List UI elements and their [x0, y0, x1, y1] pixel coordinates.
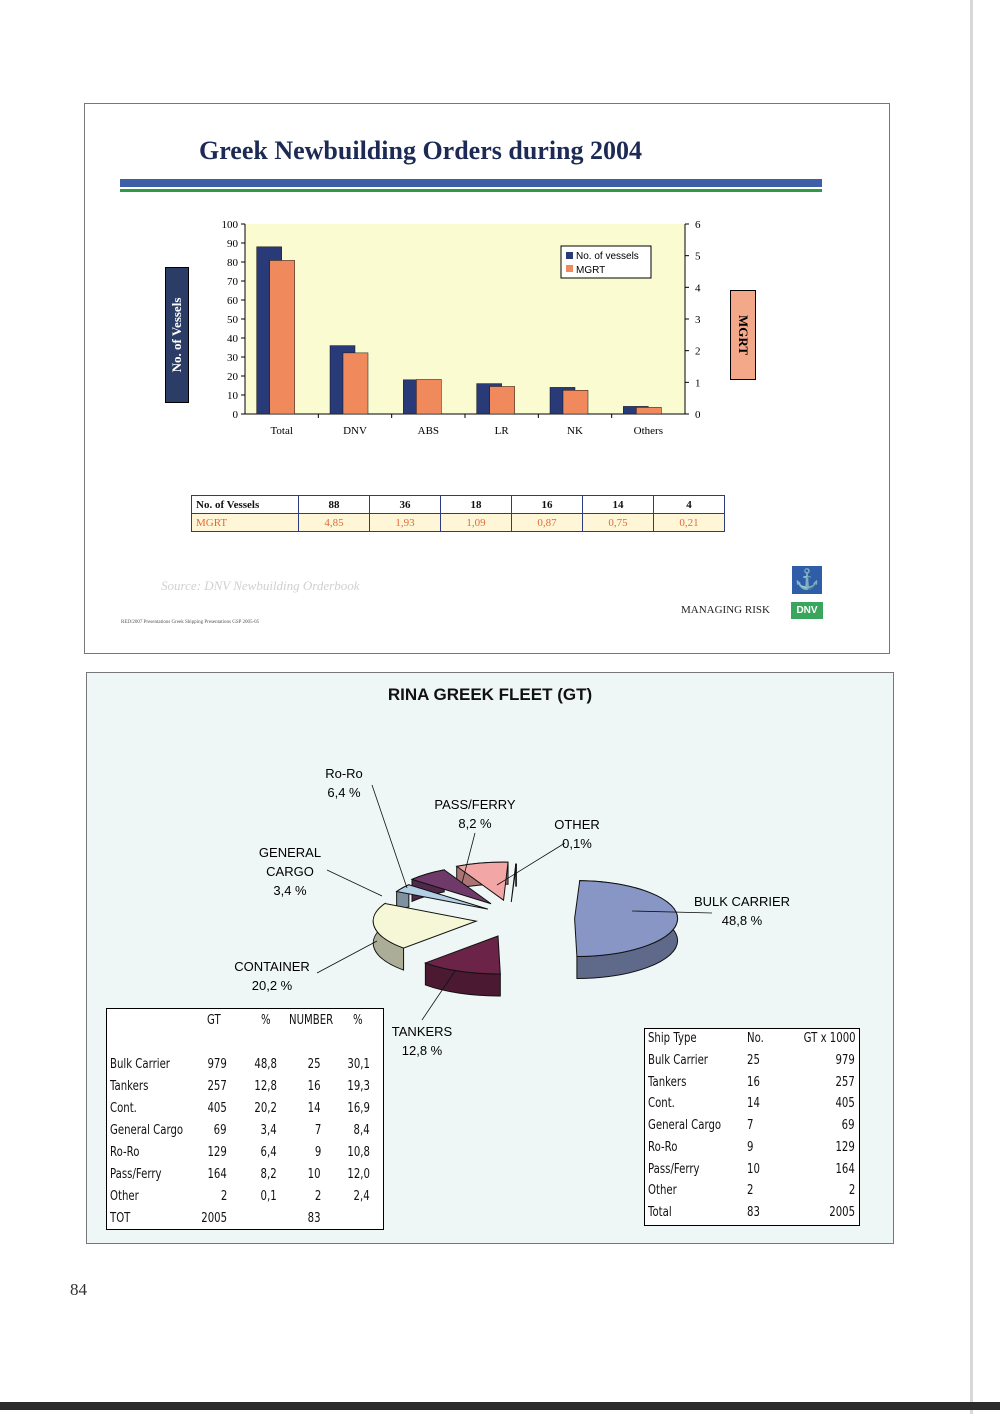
left-table-cell: 0,1	[260, 1189, 277, 1204]
bar-mgrt	[636, 407, 661, 414]
pie-label-line: OTHER	[554, 817, 600, 832]
legend-swatch-mgrt	[566, 265, 573, 272]
y2-tick-label: 3	[695, 314, 701, 326]
left-table-header: %	[353, 1013, 363, 1028]
left-table-row-label: Pass/Ferry	[110, 1167, 162, 1182]
left-table-cell: 3,4	[260, 1123, 277, 1138]
right-table-cell: 9	[747, 1139, 754, 1155]
left-table-cell: 19,3	[347, 1079, 370, 1094]
right-table-cell: 164	[835, 1161, 855, 1177]
mgrt-nk: 0,75	[583, 514, 654, 532]
pie-label-line: 6,4 %	[327, 785, 361, 800]
y-tick-label: 100	[221, 219, 238, 231]
left-table-cell: 2005	[201, 1211, 227, 1226]
right-table-cell: 25	[747, 1053, 760, 1068]
left-table-cell: 257	[207, 1079, 227, 1094]
vessels-total: 88	[299, 496, 370, 514]
row-label-mgrt: MGRT	[192, 514, 299, 532]
legend-swatch-vessels	[566, 252, 573, 259]
bar-chart	[185, 212, 715, 452]
left-table-header: %	[261, 1013, 271, 1028]
right-table-cell: 14	[747, 1096, 760, 1112]
y-tick-label: 60	[227, 295, 238, 307]
pie-leader-line	[327, 870, 382, 896]
x-tick-label: Others	[633, 425, 663, 437]
right-table-cell: 979	[835, 1053, 855, 1068]
anchor-logo-icon: ⚓	[792, 566, 822, 594]
pie-label	[554, 817, 600, 851]
pie-label	[694, 894, 790, 928]
right-table-header: GT x 1000	[804, 1031, 856, 1046]
pie-label-line: TANKERS	[391, 1024, 453, 1039]
pie-label	[259, 845, 321, 898]
vessels-dnv: 36	[370, 496, 441, 514]
row-label-vessels: No. of Vessels	[192, 496, 299, 514]
pie-slice	[373, 903, 476, 948]
chart-data-table	[191, 495, 725, 532]
y-tick-label: 40	[227, 333, 238, 345]
left-table-cell: 48,8	[254, 1057, 277, 1072]
x-tick-label: ABS	[417, 425, 440, 437]
left-table-row-label: TOT	[110, 1211, 131, 1226]
mgrt-lr: 0,87	[512, 514, 583, 532]
left-table-header: GT	[207, 1013, 221, 1028]
table-row-mgrt	[192, 514, 725, 532]
vessels-nk: 14	[583, 496, 654, 514]
mgrt-total: 4,85	[299, 514, 370, 532]
bar-mgrt	[563, 390, 588, 414]
y2-tick-label: 2	[695, 345, 701, 358]
left-table-cell: 164	[207, 1167, 227, 1182]
y-tick-label: 90	[227, 238, 238, 250]
left-table-cell: 16,9	[347, 1101, 370, 1116]
right-table-row-label: Cont.	[648, 1096, 675, 1112]
pie-label-line: 48,8 %	[721, 913, 763, 928]
right-table-cell: 2	[747, 1183, 754, 1199]
title-underline-blue	[120, 179, 822, 187]
pie-label-line: 0,1%	[562, 836, 592, 851]
mgrt-others: 0,21	[654, 514, 725, 532]
right-table-header: No.	[747, 1031, 764, 1046]
y-tick-label: 50	[227, 314, 238, 326]
pie-label-line: CONTAINER	[234, 959, 310, 974]
left-table-row-label: Ro-Ro	[110, 1145, 140, 1160]
legend-label-vessels: No. of vessels	[576, 251, 639, 262]
left-table-cell: 8,2	[260, 1167, 277, 1182]
gt-number-table	[106, 1008, 384, 1230]
rina-title: RINA GREEK FLEET (GT)	[387, 685, 593, 704]
left-table-cell: 10,8	[347, 1145, 370, 1160]
left-table-cell: 83	[308, 1211, 321, 1226]
pie-label	[434, 797, 515, 831]
bar-mgrt	[416, 379, 441, 414]
left-table-cell: 129	[207, 1145, 227, 1160]
y2-tick-label: 1	[695, 377, 701, 390]
x-tick-label: DNV	[343, 425, 367, 437]
y-tick-label: 0	[232, 409, 238, 421]
y-tick-label: 80	[227, 257, 238, 269]
left-table-cell: 9	[314, 1145, 321, 1160]
bar-mgrt	[490, 386, 515, 414]
mgrt-dnv: 1,93	[370, 514, 441, 532]
y-tick-label: 10	[227, 390, 238, 402]
rina-fleet-slide	[86, 672, 894, 1244]
left-table-cell: 14	[308, 1101, 321, 1116]
left-table-cell: 16	[308, 1079, 321, 1094]
left-table-row-label: Cont.	[110, 1101, 137, 1116]
bar-mgrt	[343, 353, 368, 414]
left-table-cell: 2,4	[353, 1189, 370, 1204]
vessels-lr: 16	[512, 496, 583, 514]
mgrt-abs: 1,09	[441, 514, 512, 532]
left-table-cell: 25	[308, 1057, 321, 1072]
right-table-row-label: General Cargo	[648, 1118, 722, 1134]
y-axis-label-mgrt-text: MGRT	[736, 315, 751, 355]
legend-label-mgrt: MGRT	[576, 265, 606, 276]
pie-label-line: GENERAL	[258, 845, 322, 860]
bar-mgrt	[270, 260, 295, 414]
right-table-cell: 83	[747, 1204, 760, 1220]
y-axis-label-vessels-text: No. of Vessels	[169, 297, 184, 373]
left-table-cell: 7	[314, 1123, 321, 1138]
pie-label	[234, 959, 310, 993]
newbuilding-slide	[84, 103, 890, 654]
left-table-cell: 10	[308, 1167, 321, 1182]
y-axis-label-mgrt	[730, 290, 756, 380]
x-tick-label: LR	[494, 425, 509, 437]
right-table-row-label: Other	[648, 1183, 677, 1199]
footer-small-print: RED/2007 Presentations Greek Shipping Presentations GSP 2005-05	[121, 620, 260, 625]
pie-label-line: 3,4 %	[273, 883, 307, 898]
pie-label-line: 20,2 %	[251, 978, 293, 993]
right-table-cell: 7	[747, 1118, 754, 1134]
left-table-cell: 2	[314, 1189, 321, 1204]
pie-label-line: 8,2 %	[458, 816, 492, 831]
right-table-row-label: Pass/Ferry	[648, 1161, 700, 1177]
right-table-header: Ship Type	[648, 1031, 697, 1046]
pie-label-line: BULK CARRIER	[693, 894, 791, 909]
right-table-cell: 257	[835, 1074, 855, 1090]
left-table-row-label: General Cargo	[110, 1123, 184, 1138]
left-table-cell: 405	[207, 1101, 227, 1116]
x-tick-label: NK	[567, 425, 583, 437]
pie-label-line: 12,8 %	[401, 1043, 443, 1058]
pie-label	[392, 1024, 453, 1058]
title-underline-green	[120, 189, 822, 192]
y2-tick-label: 0	[695, 409, 701, 421]
bottom-rule	[0, 1402, 1000, 1410]
left-table-header: NUMBER	[289, 1013, 334, 1028]
y-tick-label: 20	[227, 371, 238, 383]
x-tick-label: Total	[270, 425, 293, 437]
source-note: Source: DNV Newbuilding Orderbook	[161, 578, 360, 593]
pie-label-line: PASS/FERRY	[434, 797, 516, 812]
pie-label	[325, 766, 363, 800]
y2-tick-label: 6	[695, 219, 701, 231]
left-table-cell: 979	[207, 1057, 227, 1072]
y2-tick-label: 4	[695, 282, 701, 295]
pie-label-line: Ro-Ro	[325, 766, 363, 781]
table-row-vessels	[192, 496, 725, 514]
right-table-row-label: Bulk Carrier	[648, 1053, 708, 1068]
left-table-cell: 8,4	[353, 1123, 370, 1138]
left-table-cell: 20,2	[254, 1101, 277, 1116]
managing-risk-text: MANAGING RISK	[681, 604, 770, 616]
dnv-logo: DNV	[791, 602, 823, 619]
page-edge	[970, 0, 973, 1414]
left-table-cell: 30,1	[347, 1057, 370, 1072]
slide-title: Greek Newbuilding Orders during 2004	[199, 136, 643, 165]
right-table-cell: 405	[835, 1096, 855, 1112]
y-tick-label: 70	[227, 276, 238, 288]
left-table-row-label: Tankers	[110, 1079, 149, 1094]
vessels-abs: 18	[441, 496, 512, 514]
pie-label-line: CARGO	[266, 864, 314, 879]
left-table-cell: 2	[220, 1189, 227, 1204]
left-table-cell: 6,4	[260, 1145, 277, 1160]
right-table-cell: 2	[848, 1183, 855, 1199]
page-number: 84	[70, 1280, 87, 1299]
right-table-cell: 129	[835, 1139, 855, 1155]
ship-type-table	[644, 1028, 860, 1226]
pie-leader-line	[317, 941, 377, 973]
left-table-cell: 12,0	[347, 1167, 370, 1182]
right-table-cell: 10	[747, 1161, 760, 1177]
right-table-cell: 2005	[829, 1204, 855, 1220]
right-table-row-label: Ro-Ro	[648, 1139, 678, 1155]
left-table-row-label: Other	[110, 1189, 139, 1204]
pie-leader-line	[372, 785, 407, 888]
y-tick-label: 30	[227, 352, 238, 364]
vessels-others: 4	[654, 496, 725, 514]
left-table-cell: 69	[214, 1123, 227, 1138]
left-table-row-label: Bulk Carrier	[110, 1057, 170, 1072]
right-table-row-label: Total	[648, 1204, 672, 1220]
right-table-cell: 69	[842, 1118, 855, 1134]
right-table-cell: 16	[747, 1074, 760, 1090]
left-table-cell: 12,8	[254, 1079, 277, 1094]
y2-tick-label: 5	[695, 250, 701, 263]
right-table-row-label: Tankers	[648, 1074, 687, 1090]
